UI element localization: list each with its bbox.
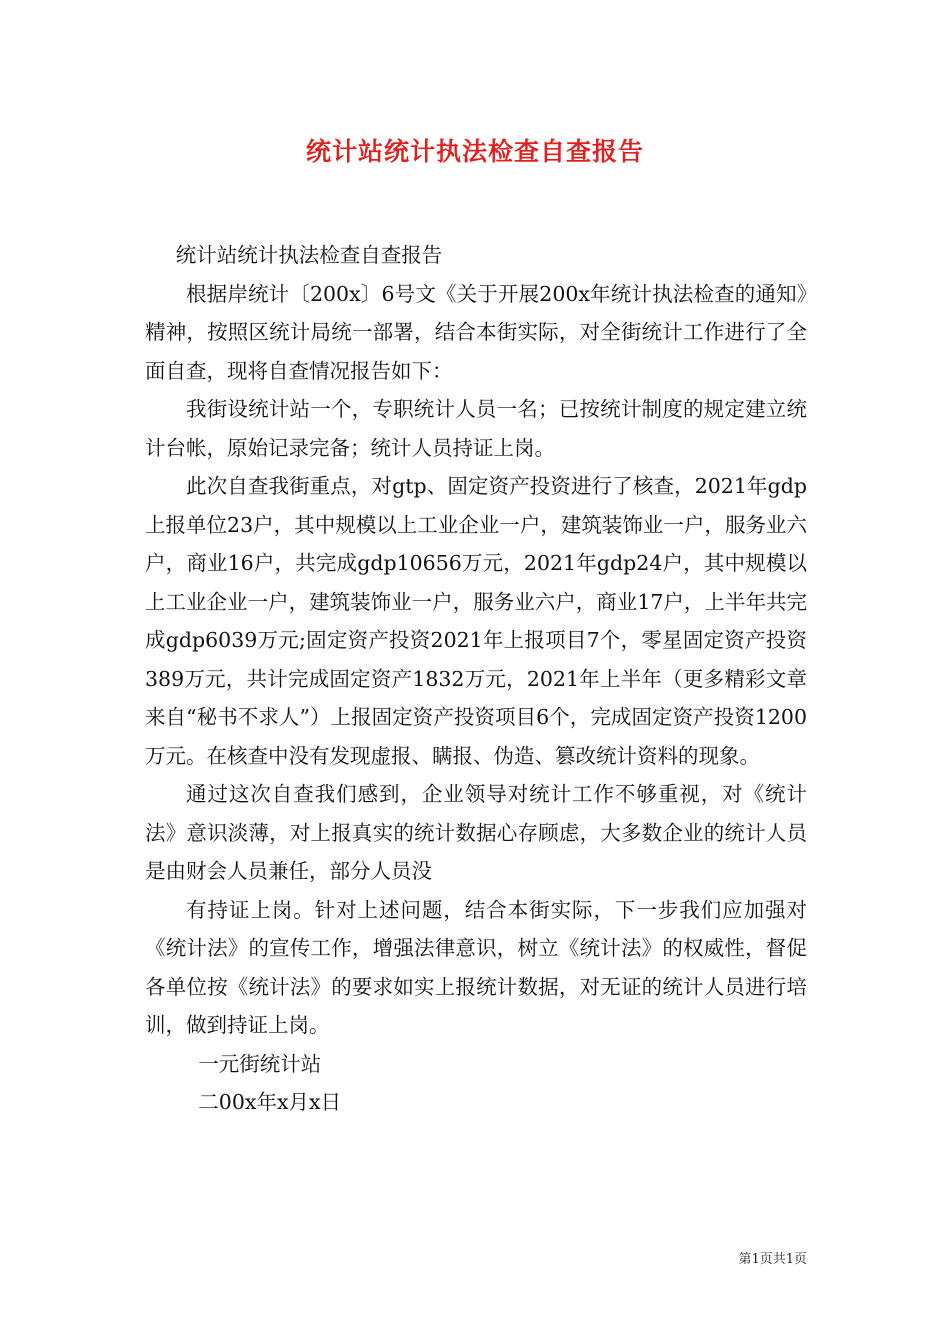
paragraph-station-setup: 我街设统计站一个，专职统计人员一名；已按统计制度的规定建立统计台帐，原始记录完备；统计人员持证上岗。 (145, 397, 807, 460)
paragraph-next-steps: 有持证上岗。针对上述问题，结合本街实际，下一步我们应加强对《统计法》的宣传工作，增强法律意识，树立《统计法》的权威性，督促各单位按《统计法》的要求如实上报统计数据，对无证的统计人员进行培训，做到持证上岗。 (145, 897, 807, 1037)
document-title: 统计站统计执法检查自查报告 (305, 137, 644, 166)
signature-organization: 一元街统计站 (198, 1051, 322, 1076)
document-body (145, 236, 807, 1122)
paragraph-check-details: 此次自查我街重点，对gtp、固定资产投资进行了核查，2021年gdp上报单位23户，其中规模以上工业企业一户，建筑装饰业一户，服务业六户，商业16户，共完成gdp10656万元，2021年gdp24户，其中规模以上工业企业一户，建筑装饰业一户，服务业六户，商业17户，上半年共完成gdp6039万元;固定资产投资2021年上报项目7个，零星固定资产投资389万元，共计完成固定资产1832万元，2021年上半年（更多精彩文章来自“秘书不求人”）上报固定资产投资项目6个，完成固定资产投资1200万元。在核查中没有发现虚报、瞒报、伪造、篡改统计资料的现象。 (145, 474, 807, 768)
paragraph-intro: 根据岸统计〔200x〕6号文《关于开展200x年统计执法检查的通知》精神，按照区统计局统一部署，结合本街实际，对全街统计工作进行了全面自查，现将自查情况报告如下： (145, 281, 807, 383)
page-indicator: 第1页共1页 (738, 1252, 807, 1267)
signature-date: 二00x年x月x日 (198, 1090, 342, 1114)
paragraph-findings: 通过这次自查我们感到，企业领导对统计工作不够重视，对《统计法》意识淡薄，对上报真实的统计数据心存顾虑，大多数企业的统计人员是由财会人员兼任，部分人员没 (145, 782, 807, 883)
heading-line: 统计站统计执法检查自查报告 (175, 243, 443, 267)
